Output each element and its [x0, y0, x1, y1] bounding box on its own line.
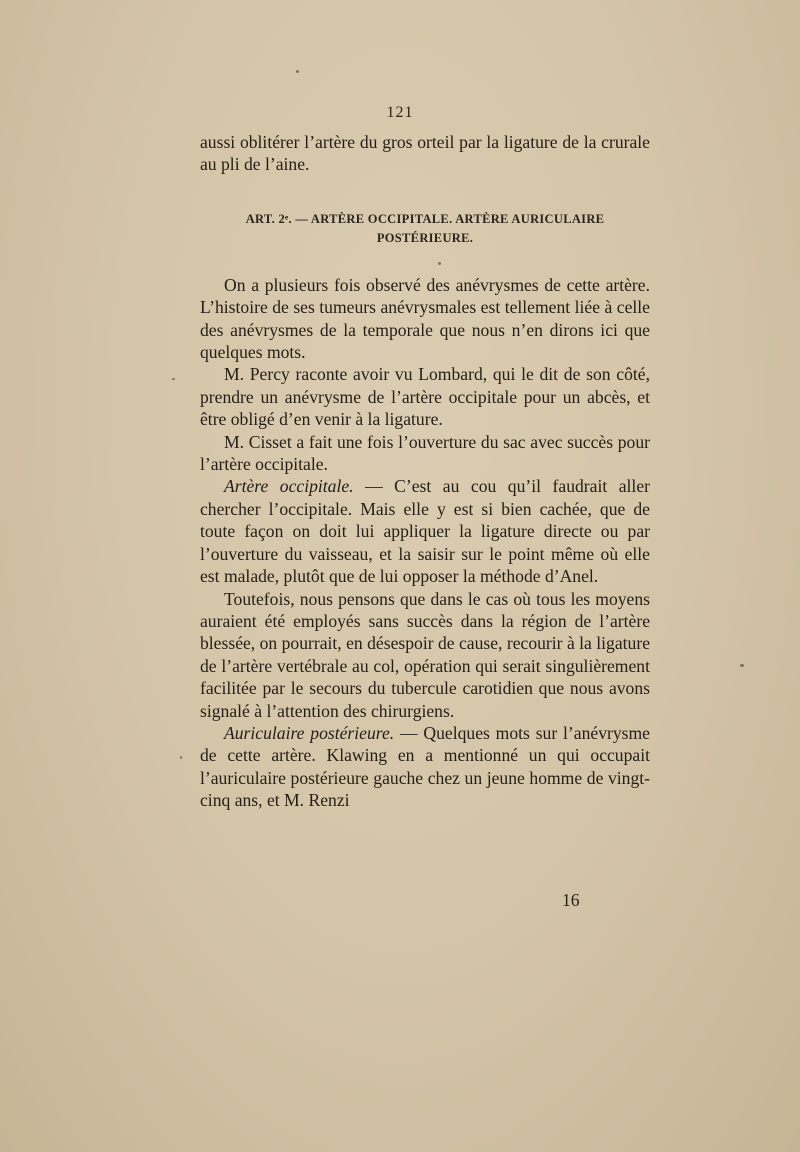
paper-speck	[740, 664, 744, 667]
section-heading	[200, 210, 650, 248]
opening-paragraph: aussi oblitérer l’artère du gros orteil par la ligature de la crurale au pli de l’aine.	[200, 132, 650, 175]
paragraph-6	[200, 722, 650, 812]
paragraph-4-text: — C’est au cou qu’il faudrait aller chercher l’occipitale. Mais elle y est si bien cachée, que de toute façon on doit lui appliquer la ligature directe ou par l’ouverture du vaisseau, et la saisir sur le point même où elle est malade, plutôt que de lui opposer la méthode d’Anel.	[200, 476, 650, 587]
section-heading-line-2: POSTÉRIEURE.	[376, 230, 474, 245]
signature-mark: 16	[562, 890, 580, 910]
paper-speck	[172, 378, 175, 380]
paragraph-6-title: Auriculaire postérieure.	[224, 722, 395, 743]
paragraph-5: Toutefois, nous pensons que dans le cas où tous les moyens auraient été employés sans succès dans la région de l’artère blessée, on pourrait, en désespoir de cause, recourir à la ligature de l’artère vertébrale au col, opération qui serait singulièrement facilitée par le secours du tubercule carotidien que nous avons signalé à l’attention des chirurgiens.	[200, 588, 650, 721]
paragraph-3: M. Cisset a fait une fois l’ouverture du sac avec succès pour l’artère occipitale.	[200, 431, 650, 475]
paragraph-1: On a plusieurs fois observé des anévrysmes de cette artère. L’histoire de ses tumeurs anévrysmales est tellement liée à celle des anévrysmes de la temporale que nous n’en dirons ici que quelques mots.	[200, 274, 650, 363]
paragraph-4-title: Artère occipitale.	[224, 476, 354, 497]
paper-speck	[438, 262, 441, 265]
paper-speck	[180, 756, 182, 759]
text-block	[200, 131, 650, 812]
paragraph-6-text: — Quelques mots sur l’anévrysme de cette artère. Klawing en a mentionné un qui occupait l’auriculaire postérieure gauche chez un jeune homme de vingt-cinq ans, et M. Renzi	[200, 722, 650, 811]
paper-speck	[296, 70, 299, 73]
paragraph-2: M. Percy raconte avoir vu Lombard, qui le dit de son côté, prendre un anévrysme de l’artère occipitale pour un abcès, et être obligé d’en venir à la ligature.	[200, 364, 650, 430]
paragraph-4	[200, 475, 650, 587]
page-number: 121	[386, 104, 414, 121]
section-heading-line-1: ART. 2ᵉ. — ARTÈRE OCCIPITALE. ARTÈRE AURICULAIRE	[245, 211, 605, 226]
